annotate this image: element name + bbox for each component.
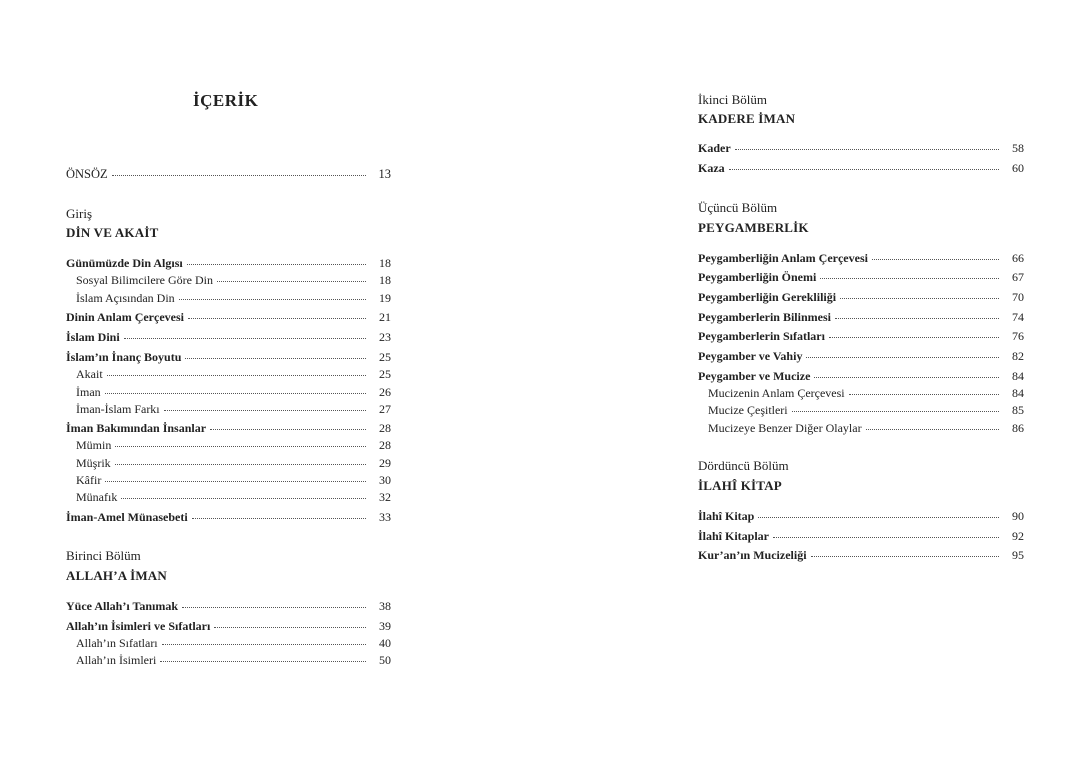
toc-entry[interactable] [698,310,1024,324]
toc-entry-label: Peygamberlerin Sıfatları [698,329,825,343]
toc-entry-page: 76 [1012,329,1024,343]
toc-entry-page: 13 [378,167,391,181]
leader-dots [829,337,999,338]
leader-dots [729,169,999,170]
toc-entry-page: 90 [1012,509,1024,523]
toc-entry-page: 18 [379,256,391,270]
toc-entry-label: Allah’ın İsimleri [76,653,157,667]
toc-subentry[interactable] [76,367,391,381]
toc-entry[interactable] [698,251,1024,265]
section-label-ikinci: İkinci Bölüm [698,92,767,107]
toc-entry-label: Peygamberliğin Anlam Çerçevesi [698,251,868,265]
toc-entry-label: İslam Dini [66,330,120,344]
toc-entry-label: İlahî Kitap [698,509,755,523]
toc-entry-label: Müşrik [76,456,111,470]
leader-dots [835,318,999,319]
toc-entry-page: 19 [379,291,391,305]
toc-entry-page: 21 [379,310,391,324]
toc-entry-page: 33 [379,510,391,524]
toc-subentry[interactable] [76,291,391,305]
leader-dots [217,281,366,282]
leader-dots [735,149,999,150]
section-title-kadere-iman: KADERE İMAN [698,111,796,126]
toc-entry-page: 85 [1012,403,1024,417]
leader-dots [160,661,366,662]
toc-entry-label: Kur’an’ın Mucizeliği [698,548,807,562]
leader-dots [872,259,999,260]
leader-dots [214,627,366,628]
section-label-ucuncu: Üçüncü Bölüm [698,200,778,215]
toc-entry-label: Sosyal Bilimcilere Göre Din [76,273,213,287]
toc-entry-label: ÖNSÖZ [66,167,108,181]
leader-dots [811,556,999,557]
toc-entry-label: Mucizeye Benzer Diğer Olaylar [708,421,862,435]
toc-entry-label: İslam Açısından Din [76,291,175,305]
leader-dots [806,357,999,358]
toc-subentry[interactable] [76,473,391,487]
toc-subentry[interactable] [708,421,1024,435]
toc-entry[interactable] [66,330,391,344]
toc-entry-label: Kaza [698,161,725,175]
toc-entry[interactable] [698,141,1024,155]
toc-subentry[interactable] [76,385,391,399]
leader-dots [187,264,366,265]
leader-dots [210,429,366,430]
toc-entry-label: Dinin Anlam Çerçevesi [66,310,184,324]
toc-entry-page: 67 [1012,270,1024,284]
toc-entry-page: 26 [379,385,391,399]
section-title-peygamberlik: PEYGAMBERLİK [698,220,809,235]
toc-entry-page: 27 [379,402,391,416]
toc-entry-label: Mucize Çeşitleri [708,403,788,417]
toc-entry-page: 30 [379,473,391,487]
leader-dots [107,375,366,376]
toc-entry[interactable] [698,270,1024,284]
toc-entry-page: 40 [379,636,391,650]
toc-entry[interactable] [66,510,391,524]
leader-dots [164,410,366,411]
toc-entry-label: İman-Amel Münasebeti [66,510,188,524]
toc-entry-page: 39 [379,619,391,633]
toc-subentry[interactable] [76,273,391,287]
toc-entry-page: 38 [379,599,391,613]
section-label-birinci: Birinci Bölüm [66,548,141,563]
toc-entry[interactable] [698,548,1024,562]
leader-dots [185,358,366,359]
toc-entry-page: 66 [1012,251,1024,265]
leader-dots [792,411,999,412]
leader-dots [121,498,366,499]
toc-entry-page: 50 [379,653,391,667]
toc-entry-label: Kader [698,141,731,155]
toc-entry-label: İslam’ın İnanç Boyutu [66,350,182,364]
toc-entry-page: 95 [1012,548,1024,562]
toc-subentry[interactable] [76,490,391,504]
leader-dots [115,446,366,447]
leader-dots [820,278,999,279]
leader-dots [849,394,999,395]
toc-entry[interactable] [698,290,1024,304]
toc-entry-page: 84 [1012,386,1024,400]
toc-entry-label: Peygamber ve Vahiy [698,349,803,363]
leader-dots [162,644,366,645]
toc-entry-label: Peygamber ve Mucize [698,369,811,383]
leader-dots [105,481,366,482]
leader-dots [840,298,999,299]
toc-entry-label: İlahî Kitaplar [698,529,770,543]
leader-dots [105,393,366,394]
leader-dots [182,607,366,608]
toc-entry-page: 58 [1012,141,1024,155]
toc-entry-page: 86 [1012,421,1024,435]
toc-entry[interactable] [698,529,1024,543]
toc-entry[interactable] [66,350,391,364]
section-label-dorduncu: Dördüncü Bölüm [698,458,789,473]
toc-entry-onsoz[interactable] [66,167,391,181]
toc-entry-label: Mucizenin Anlam Çerçevesi [708,386,845,400]
toc-entry-page: 28 [379,421,391,435]
section-label-giris: Giriş [66,206,92,221]
toc-entry-label: Allah’ın Sıfatları [76,636,158,650]
toc-subentry[interactable] [708,403,1024,417]
toc-entry[interactable] [66,256,391,270]
section-title-allaha-iman: ALLAH’A İMAN [66,568,167,583]
section-title-ilahi-kitap: İLAHÎ KİTAP [698,478,782,493]
toc-entry[interactable] [698,349,1024,363]
toc-entry-label: İman Bakımından İnsanlar [66,421,207,435]
toc-entry-label: Münafık [76,490,118,504]
toc-entry-page: 25 [379,367,391,381]
leader-dots [758,517,999,518]
toc-entry[interactable] [66,619,391,633]
toc-entry-page: 18 [379,273,391,287]
page-title: İÇERİK [193,91,259,110]
section-title-din-ve-akait: DİN VE AKAİT [66,225,159,240]
toc-entry-label: İman [76,385,101,399]
toc-entry-page: 25 [379,350,391,364]
toc-entry-page: 82 [1012,349,1024,363]
toc-entry[interactable] [66,421,391,435]
leader-dots [192,518,366,519]
toc-entry-label: Kâfir [76,473,102,487]
toc-entry-label: Yüce Allah’ı Tanımak [66,599,179,613]
toc-entry-label: Günümüzde Din Algısı [66,256,183,270]
toc-entry-page: 84 [1012,369,1024,383]
leader-dots [866,429,999,430]
toc-entry-page: 74 [1012,310,1024,324]
toc-entry[interactable] [66,599,391,613]
toc-entry-label: Peygamberliğin Önemi [698,270,817,284]
toc-entry-page: 70 [1012,290,1024,304]
toc-subentry[interactable] [708,386,1024,400]
toc-entry[interactable] [698,369,1024,383]
toc-subentry[interactable] [76,438,391,452]
leader-dots [179,299,366,300]
toc-entry-page: 92 [1012,529,1024,543]
toc-entry[interactable] [698,161,1024,175]
toc-entry-label: Peygamberlerin Bilinmesi [698,310,831,324]
leader-dots [124,338,366,339]
toc-entry-page: 32 [379,490,391,504]
toc-entry[interactable] [698,509,1024,523]
toc-entry-label: Akait [76,367,103,381]
toc-entry-page: 23 [379,330,391,344]
toc-entry[interactable] [66,310,391,324]
toc-subentry[interactable] [76,636,391,650]
toc-entry-label: Allah’ın İsimleri ve Sıfatları [66,619,211,633]
toc-entry-label: Peygamberliğin Gerekliliği [698,290,837,304]
toc-entry-page: 60 [1012,161,1024,175]
toc-subentry[interactable] [76,653,391,667]
toc-entry-page: 29 [379,456,391,470]
toc-entry-page: 28 [379,438,391,452]
toc-entry-label: Mümin [76,438,112,452]
toc-entry-label: İman-İslam Farkı [76,402,160,416]
toc-subentry[interactable] [76,456,391,470]
leader-dots [188,318,366,319]
leader-dots [112,175,366,176]
leader-dots [115,464,366,465]
toc-subentry[interactable] [76,402,391,416]
leader-dots [814,377,999,378]
toc-entry[interactable] [698,329,1024,343]
leader-dots [773,537,999,538]
